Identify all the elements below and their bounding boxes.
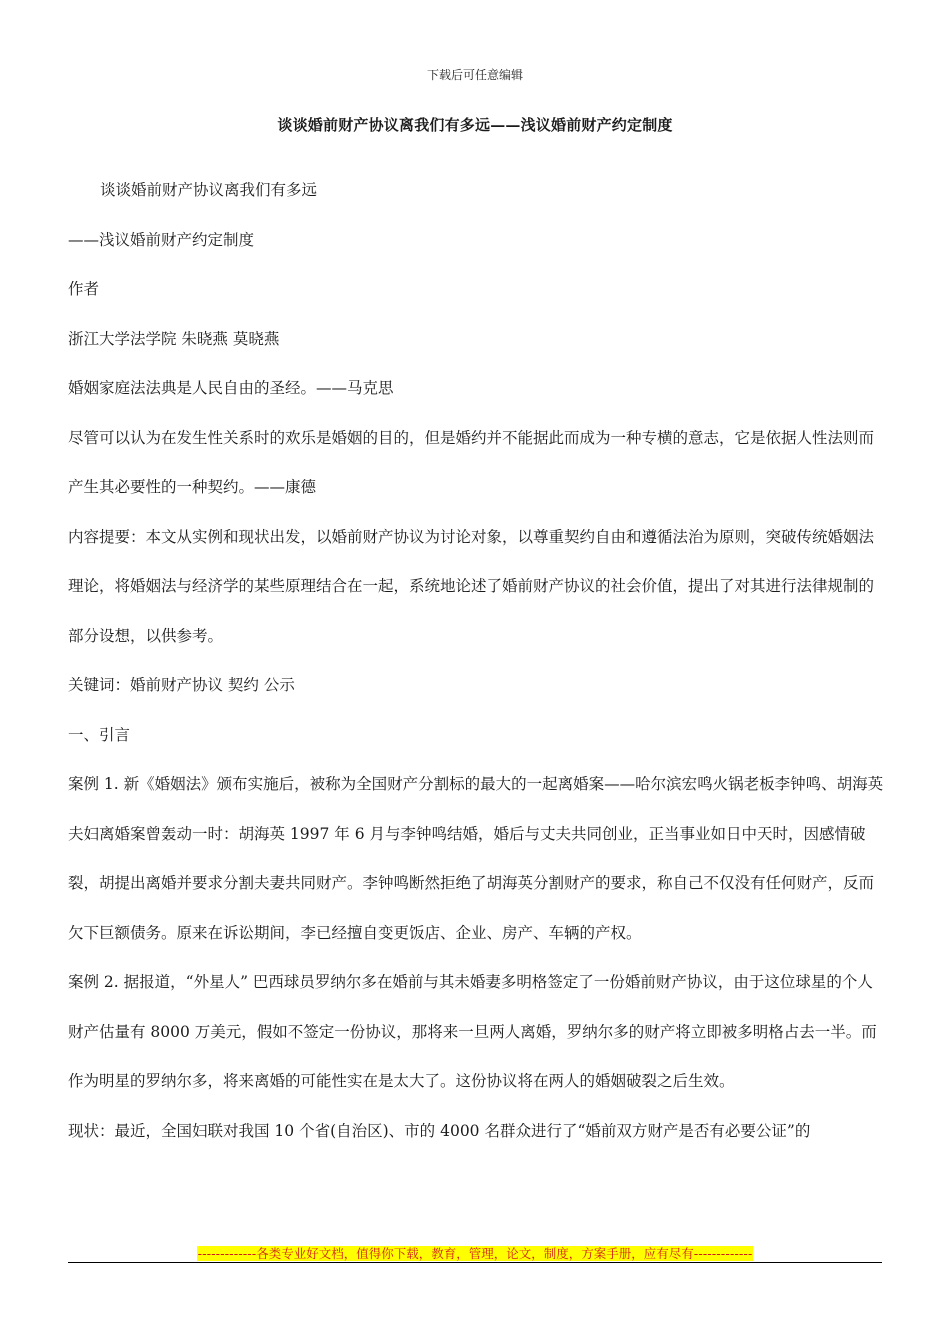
status-paragraph: 现状：最近，全国妇联对我国 10 个省(自治区)、市的 4000 名群众进行了“婚前双方财产是否有必要公证”的: [68, 1121, 811, 1140]
section-heading-introduction: 一、引言: [68, 725, 131, 744]
footer-banner: [0, 1243, 950, 1262]
keywords-line: 关键词：婚前财产协议 契约 公示: [68, 676, 295, 694]
subtitle-line-1: 谈谈婚前财产协议离我们有多远: [100, 181, 318, 199]
subtitle-line-2: ——浅议婚前财产约定制度: [68, 230, 255, 249]
top-note: 下载后可任意编辑: [426, 68, 523, 82]
quote-kant: 尽管可以认为在发生性关系时的欢乐是婚姻的目的，但是婚约并不能据此而成为一种专横的意志，它是依据人性法则而产生其必要性的一种契约。——康德: [68, 428, 875, 496]
document-title: 谈谈婚前财产协议离我们有多远——浅议婚前财产约定制度: [277, 116, 673, 134]
case-2-paragraph: 案例 2. 据报道，“外星人” 巴西球员罗纳尔多在婚前与其未婚妻多明格签定了一份婚前财产协议，由于这位球星的个人财产估量有 8000 万美元，假如不签定一份协议，那将来一旦两人离婚，罗纳尔多的财产将立即被多明格占去一半。而作为明星的罗纳尔多，将来离婚的可能性实在是太大了。这份协议将在两人的婚姻破裂之后生效。: [68, 973, 877, 1090]
abstract-paragraph: 内容提要：本文从实例和现状出发，以婚前财产协议为讨论对象，以尊重契约自由和遵循法治为原则，突破传统婚姻法理论，将婚姻法与经济学的某些原理结合在一起，系统地论述了婚前财产协议的社会价值，提出了对其进行法律规制的部分设想，以供参考。: [68, 527, 875, 645]
case-1-paragraph: 案例 1. 新《婚姻法》颁布实施后，被称为全国财产分割标的最大的一起离婚案——哈尔滨宏鸣火锅老板李钟鸣、胡海英夫妇离婚案曾轰动一时：胡海英 1997 年 6 月与李钟鸣结婚，婚后与丈夫共同创业，正当事业如日中天时，因感情破裂，胡提出离婚并要求分割夫妻共同财产。李钟鸣断然拒绝了胡海英分割财产的要求，称自己不仅没有任何财产，反而欠下巨额债务。原来在诉讼期间，李已经擅自变更饭店、企业、房产、车辆的产权。: [68, 775, 884, 942]
footer-divider: [68, 1262, 882, 1263]
document-body: [68, 166, 888, 1156]
footer-banner-text: -------------各类专业好文档，值得你下载，教育，管理，论文，制度，方案手册，应有尽有-------------: [197, 1246, 753, 1261]
author-label: 作者: [68, 280, 100, 298]
quote-marx: 婚姻家庭法法典是人民自由的圣经。——马克思: [68, 379, 394, 397]
author-names: 浙江大学法学院 朱晓燕 莫晓燕: [68, 329, 280, 348]
